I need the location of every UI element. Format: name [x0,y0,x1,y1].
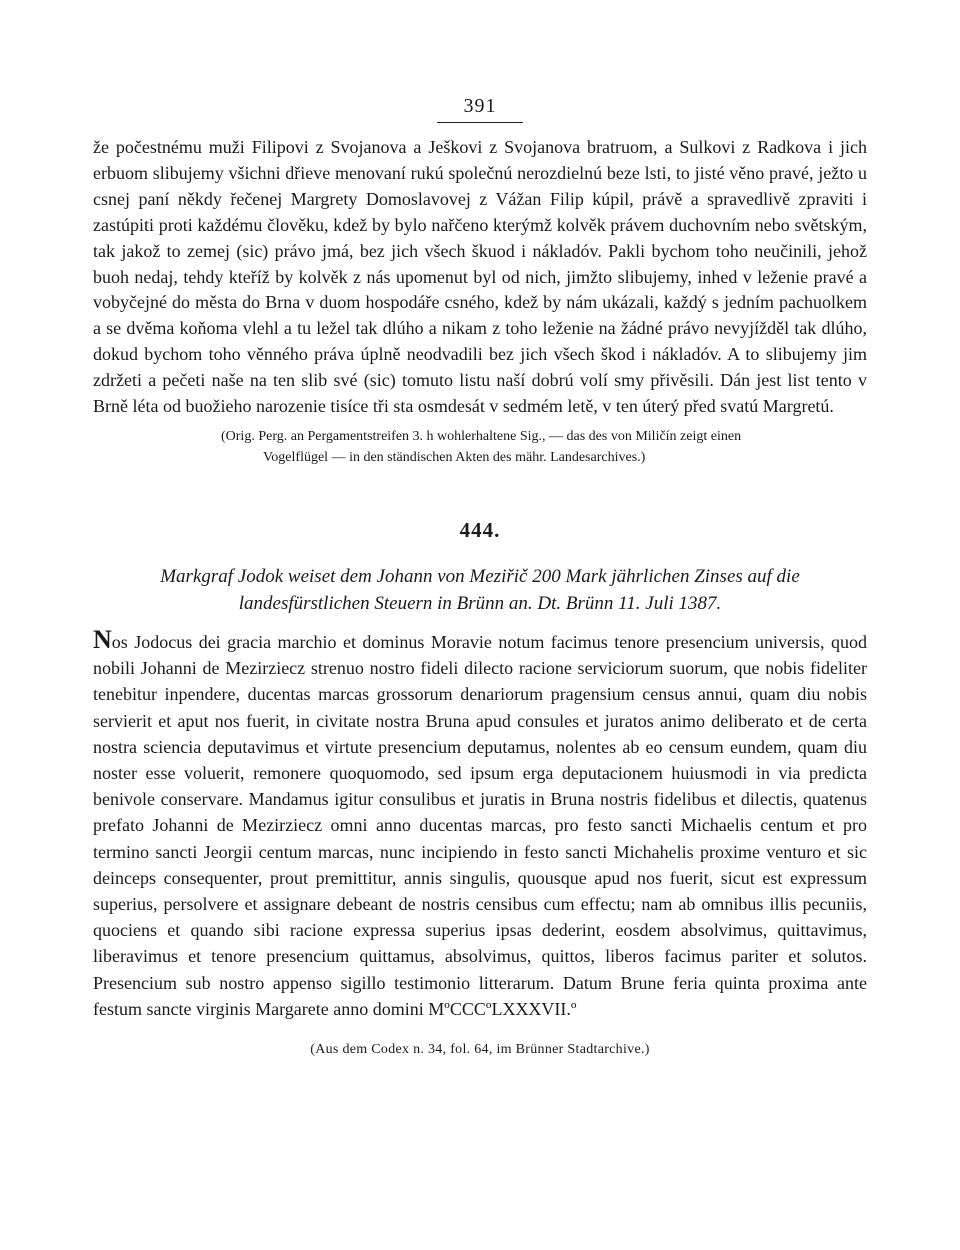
header-rule [437,122,523,123]
latin-charter-text [93,624,867,1022]
document-page [93,95,867,1058]
drop-initial: N [93,624,112,654]
source-note-line2: Vogelflügel — in den ständischen Akten des mähr. Landesarchives.) [263,449,646,465]
page-number: 391 [463,95,497,117]
archive-note: (Aus dem Codex n. 34, fol. 64, im Brünner Stadtarchive.) [310,1042,650,1058]
czech-paragraph: že počestnému muži Filipovi z Svojanova a Ješkovi z Svojanova bratruom, a Sulkovi z Radkova i jich erbuom slibujemy všichni dřieve menovaní rukú společnú nerozdielnú beze lsti, to jisté věno pravé, ježto u csnej paní někdy řečenej Margrety Domoslavovej z Vážan Filip kúpil, právě a spravedlivě zpraviti i zastúpiti proti každému člověku, kdež by bylo nařčeno kterýmž kolvěk právem duchovním nebo světským, tak jakož to zemej (sic) právo jmá, bez jich všech škuod i nákladóv. Pakli bychom toho neučinili, jehož buoh nedaj, tehdy kteříž by kolvěk z nás upomenut byl od nich, jimžto slibujemy, inhed v leženie pravé a vobyčejné do města do Brna v duom hospodáře csného, kdež by nám ukázali, každý s jedním pachuolkem a se dvěma koňoma vlehl a tu ležel tak dlúho a nikam z toho leženie na žádné právo nevyjížděl tak dlúho, dokud bychom toho věnného práva úplně neodvadili bez jich všech škod i nákladóv. A to slibujemy jim zdržeti a pečeti naše na ten slib své (sic) tomuto listu naší dobrú volí smy přivěsili. Dán jest list tento v Brně léta od buožieho narozenie tisíce tři sta osmdesát v sedmém letě, v ten úterý před svatú Margretú. [93,137,867,417]
document-number: 444. [459,517,501,542]
source-note [93,426,867,468]
regest-heading: Markgraf Jodok weiset dem Johann von Meziřič 200 Mark jährlichen Zinses auf die landesfürstlichen Steuern in Brünn an. Dt. Brünn 11. Juli 1387. [160,565,800,614]
source-note-line1: (Orig. Perg. an Pergamentstreifen 3. h wohlerhaltene Sig., — das des von Miličín zeigt einen [221,428,742,444]
latin-text: os Jodocus dei gracia marchio et dominus Moravie notum facimus tenore presencium universis, quod nobili Johanni de Mezirziecz strenuo nostro fideli dilecto racione serviciorum suorum, que nobis fideliter tenebitur inpendere, ducentas marcas grossorum denariorum pragensium census annui, quam diu nobis servierit et aput nos fuerit, in civitate nostra Bruna apud consules et juratos animo deliberato et de certa nostra sciencia deputavimus et virtute presencium deputamus, nolentes ab eo censum eundem, quam diu noster esse voluerit, remonere quoquomodo, sed ipsum erga deputacionem huiusmodi in via predicta benivole conservare. Mandamus igitur consulibus et juratis in Bruna nostris fidelibus et dilectis, quatenus prefato Johanni de Mezirziecz omni anno ducentas marcas, pro festo sancti Michaelis centum et pro termino sancti Jeorgii centum marcas, nunc incipiendo in festo sancti Michahelis proxime venturo et sic deinceps consequenter, prout premittitur, annis singulis, quousque apud nos fuerit, sicut est expressum superius, persolvere et assignare debeant de nostris censibus cum effectu; nam ab omnibus illis pecuniis, quociens et quando sibi racione expressa superius ipsas dederint, eosdem absolvimus, quittavimus, liberavimus et tenore presencium quittamus, absolvimus, quittos, liberos facimus pariter et solutos. Presencium sub nostro appenso sigillo testimonio litterarum. Datum Brune feria quinta proxima ante festum sancte virginis Margarete anno domini MºCCCºLXXXVII.º [93,631,867,1019]
